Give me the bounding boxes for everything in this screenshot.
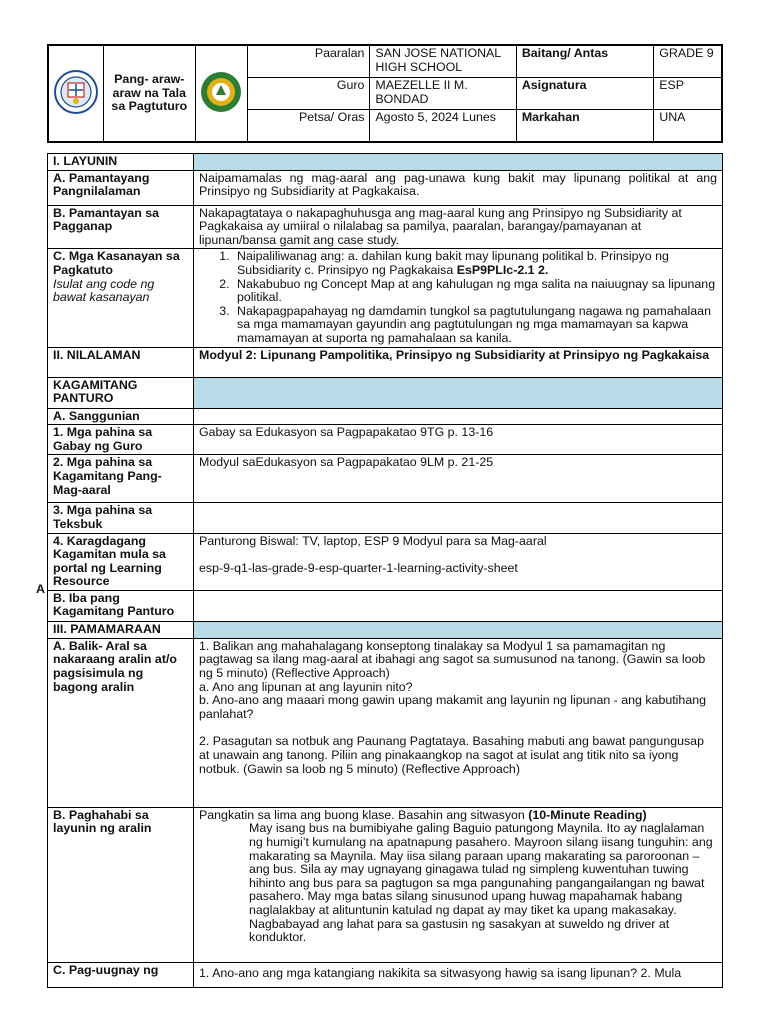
- value-markahan: UNA: [654, 110, 722, 143]
- karagdagang-cell: [194, 533, 723, 590]
- list-item: 2. Nakabubuo ng Concept Map at ang kahulugan ng mga salita na naiuugnay sa lipunang politikal.: [233, 278, 717, 305]
- kagamitan-fill: [194, 377, 723, 408]
- iba-label: B. Iba pang Kagamitang Panturo: [48, 590, 194, 621]
- nilalaman-label: II. NILALAMAN: [48, 347, 194, 377]
- kasanayan-code: EsP9PLIc-2.1 2.: [456, 262, 549, 277]
- pamantayang-text: Naipamamalas ng mag-aaral ang pag-unawa kung bakit may lipunang politikal at ang Prinsipyo ng Subsidiarity at Pagkakaisa.: [194, 170, 723, 205]
- school-seal: [195, 45, 247, 142]
- pagganap-label: B. Pamantayan sa Pagganap: [48, 205, 194, 249]
- pagganap-text: Nakapagtataya o nakapaghuhusga ang mag-aaral kung ang Prinsipyo ng Subsidiarity at Pagkakaisa ay umiiral o nilalabag sa pamilya, paaralan, barangay/pamayanan at lipunan/bansa gamit ang case study.: [194, 205, 723, 249]
- paghahabi-intro: Pangkatin sa lima ang buong klase. Basahin ang sitwasyon: [199, 807, 525, 822]
- paghahabi-bold: (10-Minute Reading): [528, 807, 647, 822]
- section-layunin-fill: [194, 154, 723, 171]
- karagdagang-text-1: Panturong Biswal: TV, laptop, ESP 9 Modyul para sa Mag-aaral: [199, 533, 547, 548]
- kasanayan-label: C. Mga Kasanayan sa Pagkatuto: [53, 249, 180, 277]
- pamamaraan-label: III. PAMAMARAAN: [48, 621, 194, 638]
- balik-p2: 2. Pasagutan sa notbuk ang Paunang Pagtataya. Basahing mabuti ang bawat pangungusap at unawain ang tanong. Piliin ang pinakaangkop na sagot at isulat ang titik nito sa iyong notbuk. (Gawin sa loob ng 5 minuto) (Reflective Approach): [199, 734, 704, 776]
- balik-b: b. Ano-ano ang maaari mong gawin upang makamit ang layunin ng lipunan - ang kabutihang panlahat?: [199, 693, 706, 721]
- pag-uugnay-text: 1. Ano-ano ang mga katangiang nakikita sa sitwasyong hawig sa isang lipunan? 2. Mula: [194, 962, 723, 987]
- label-markahan: Markahan: [516, 110, 653, 143]
- margin-letter: A: [36, 582, 45, 596]
- teksbuk-label: 3. Mga pahina sa Teksbuk: [48, 503, 194, 533]
- kasanayan-list: [199, 250, 717, 345]
- value-guro: MAEZELLE II M. BONDAD: [370, 78, 516, 110]
- label-petsa: Petsa/ Oras: [248, 110, 370, 143]
- kasanayan-cell: [48, 249, 194, 347]
- header-title: Pang- araw-araw na Tala sa Pagtuturo: [103, 45, 195, 142]
- label-asignatura: Asignatura: [516, 78, 653, 110]
- iba-empty: [194, 590, 723, 621]
- label-guro: Guro: [248, 78, 370, 110]
- balik-cell: [194, 638, 723, 807]
- value-baitang: GRADE 9: [654, 45, 722, 78]
- deped-seal-icon: [53, 69, 99, 115]
- header-table: [47, 44, 723, 143]
- karagdagang-label: 4. Karagdagang Kagamitan mula sa portal ng Learning Resource: [48, 533, 194, 590]
- pamamaraan-fill: [194, 621, 723, 638]
- school-seal-icon: [199, 70, 243, 114]
- nilalaman-text: Modyul 2: Lipunang Pampolitika, Prinsipyo ng Subsidiarity at Prinsipyo ng Pagkakaisa: [194, 347, 723, 377]
- kasanayan-item-1: Naipaliliwanag ang: a. dahilan kung bakit may lipunang politikal b. Prinsipyo ng Subsidiarity c. Prinsipyo ng Pagkakaisa: [237, 249, 669, 277]
- paghahabi-cell: [194, 807, 723, 962]
- karagdagang-text-2: esp-9-q1-las-grade-9-esp-quarter-1-learning-activity-sheet: [199, 561, 518, 576]
- lesson-plan-table: [47, 153, 723, 988]
- guro-text: Gabay sa Edukasyon sa Pagpapakatao 9TG p. 13-16: [194, 425, 723, 455]
- balik-label: A. Balik- Aral sa nakaraang aralin at/o pagsisimula ng bagong aralin: [48, 638, 194, 807]
- value-paaralan: SAN JOSE NATIONAL HIGH SCHOOL: [370, 45, 516, 78]
- list-item: 3. Nakapagpapahayag ng damdamin tungkol sa pagtutulungang nagawa ng pamahalaan sa mga mamamayan gayundin ang pagtutulungan ng mga mamamayan sa kapwa mamamayan at suporta ng pamahalaan sa kanila.: [233, 305, 717, 346]
- deped-seal: [48, 45, 103, 142]
- paghahabi-story: May isang bus na bumibiyahe galing Baguio patungong Maynila. Ito ay naglalaman ng humigi’t kumulang na apatnapung pasahero. Mayroon silang iisang tunguhin: ang makarating sa Maynila. May iisa silang paraan upang makarating sa paroroonan – ang bus. Sila ay may ugnayang ginagawa tulad ng simpleng kuwentuhan tuwing hihinto ang bus para sa pagtugon sa mga pangunahing pangangailangan ng bawat pasahero. May mga batas silang sinusunod upang huwag mapahamak habang naglalakbay at alituntunin katulad ng dapat ay may tiket ka upang makasakay. Nagbabayad ang lahat para sa gastusin ng sasakyan at suweldo ng driver at konduktor.: [249, 821, 713, 945]
- pag-uugnay-label: C. Pag-uugnay ng: [48, 962, 194, 987]
- label-baitang: Baitang/ Antas: [516, 45, 653, 78]
- pamantayang-label: A. Pamantayang Pangnilalaman: [48, 170, 194, 205]
- balik-p1: 1. Balikan ang mahahalagang konseptong tinalakay sa Modyul 1 sa pamamagitan ng pagtawag sa ilang mag-aaral at ibahagi ang sagot sa sumusunod na tanong. (Gawin sa loob ng 5 minuto) (Reflective Approach): [199, 638, 706, 681]
- section-layunin: I. LAYUNIN: [48, 154, 194, 171]
- magaaral-text: Modyul saEdukasyon sa Pagpapakatao 9LM p. 21-25: [194, 455, 723, 503]
- kasanayan-sub: Isulat ang code ng bawat kasanayan: [53, 276, 155, 305]
- kagamitan-label: KAGAMITANG PANTURO: [48, 377, 194, 408]
- sanggunian-label: A. Sanggunian: [48, 408, 194, 425]
- kasanayan-list-cell: [194, 249, 723, 347]
- magaaral-label: 2. Mga pahina sa Kagamitang Pang-Mag-aaral: [48, 455, 194, 503]
- paghahabi-label: B. Paghahabi sa layunin ng aralin: [48, 807, 194, 962]
- teksbuk-empty: [194, 503, 723, 533]
- sanggunian-empty: [194, 408, 723, 425]
- label-paaralan: Paaralan: [248, 45, 370, 78]
- list-item: [233, 250, 717, 277]
- value-asignatura: ESP: [654, 78, 722, 110]
- value-petsa: Agosto 5, 2024 Lunes: [370, 110, 516, 143]
- guro-label: 1. Mga pahina sa Gabay ng Guro: [48, 425, 194, 455]
- balik-a: a. Ano ang lipunan at ang layunin nito?: [199, 679, 413, 694]
